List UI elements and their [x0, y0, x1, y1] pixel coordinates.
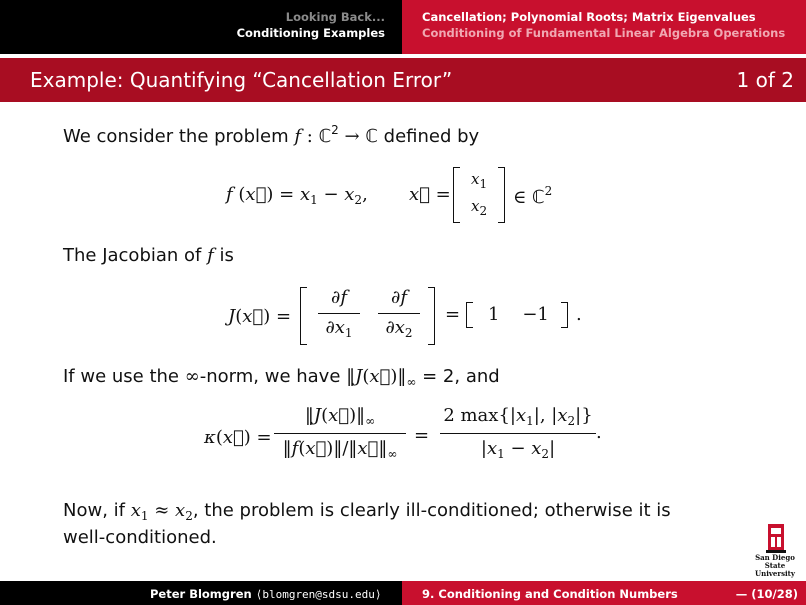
jacobian-text-suffix: is: [219, 245, 234, 266]
norm-text-suffix: = 2, and: [422, 366, 500, 387]
jacobian-statement: The Jacobian of f is: [63, 245, 234, 266]
vector-entry-x2: $x_2$: [471, 197, 488, 218]
jacobian-left-bracket: [300, 287, 307, 345]
kappa-denominator: $‖f(x⃗)‖/‖x⃗‖_\infty$: [282, 438, 398, 461]
nav-section-right[interactable]: [402, 0, 806, 54]
footer-bar: [0, 581, 806, 605]
top-navigation: [0, 0, 806, 54]
nav-link-conditioning-examples[interactable]: Conditioning Examples: [236, 26, 385, 40]
nav-link-conditioning-operations[interactable]: Conditioning of Fundamental Linear Algebra Operations: [422, 26, 786, 40]
norm-statement: If we use the ∞-norm, we have $‖J(x⃗)‖_\infty = 2$, and: [63, 366, 500, 389]
jacobian-lhs: J(x⃗) =: [228, 306, 292, 327]
left-bracket: [453, 167, 460, 223]
partial-x1: $\partial x_1$: [325, 317, 353, 340]
nav-link-looking-back[interactable]: Looking Back...: [285, 10, 385, 24]
frame-title: Example: Quantifying “Cancellation Error”: [30, 68, 453, 92]
jacobian-period: .: [576, 304, 582, 325]
partial-f-x2: ∂f: [391, 287, 407, 308]
fraction-bar: [274, 433, 406, 434]
problem-statement: We consider the problem f : ℂ$^2$ → ℂ defined by: [63, 123, 480, 147]
kappa-rhs-denominator: $|x_1 - x_2|$: [480, 438, 556, 461]
conclusion-line-1: Now, if $x_1 \approx x_2$, the problem is clearly ill-conditioned; otherwise it is: [63, 500, 671, 523]
row-left-bracket: [466, 302, 473, 328]
vector-x-label: x⃗ =: [409, 184, 451, 205]
kappa-rhs-numerator: 2 $\max\{|x_1|$, $|x_2|$}: [443, 405, 593, 428]
right-bracket: [498, 167, 505, 223]
conclusion-line-2: well-conditioned.: [63, 527, 217, 548]
problem-text-prefix: We consider the problem: [63, 126, 289, 147]
footer-author: Peter Blomgren: [150, 587, 252, 601]
footer-section-info: [402, 581, 806, 605]
slide-content: [0, 102, 806, 580]
nav-section-left[interactable]: [0, 0, 402, 54]
fraction-bar: [440, 433, 596, 434]
function-definition: f (x⃗) = $x_1 - x_2$,: [226, 184, 368, 207]
jacobian-equals: =: [445, 304, 461, 325]
sdsu-logo-text: [744, 554, 806, 578]
frame-title-bar: [0, 58, 806, 102]
row-right-bracket: [561, 302, 568, 328]
nav-link-cancellation[interactable]: Cancellation; Polynomial Roots; Matrix Eigenvalues: [422, 10, 756, 24]
vector-entry-x1: $x_1$: [471, 170, 488, 191]
footer-author-section: [0, 581, 402, 605]
problem-text-suffix: defined by: [383, 126, 480, 147]
kappa-period: .: [596, 422, 602, 443]
jacobian-text: The Jacobian of: [63, 245, 202, 266]
jacobian-row-values: 1 −1: [488, 304, 549, 325]
logo-line-2: University: [755, 569, 795, 578]
norm-text-mid: -norm, we have: [199, 366, 341, 387]
kappa-lhs: κ(x⃗) =: [204, 427, 272, 448]
footer-page-number: — (10/28): [735, 587, 798, 601]
jacobian-right-bracket: [428, 287, 435, 345]
norm-text-prefix: If we use the: [63, 366, 180, 387]
partial-x2: $\partial x_2$: [385, 317, 413, 340]
frame-counter: 1 of 2: [736, 68, 794, 92]
fraction-bar: [378, 313, 420, 314]
conclusion-text-prefix: Now, if: [63, 500, 125, 521]
footer-section-title[interactable]: 9. Conditioning and Condition Numbers: [422, 587, 678, 601]
complex-space: ∈ ℂ$^2$: [513, 184, 553, 208]
kappa-equals: =: [414, 425, 430, 446]
partial-f-x1: ∂f: [331, 287, 347, 308]
fraction-bar: [318, 313, 360, 314]
kappa-numerator: $‖J(x⃗)‖_\infty$: [304, 405, 376, 428]
logo-line-1: San Diego State: [755, 553, 795, 570]
conclusion-text-suffix: , the problem is clearly ill-conditioned; otherwise it is: [192, 500, 671, 521]
footer-email[interactable]: ⟨blomgren@sdsu.edu⟩: [255, 588, 382, 601]
